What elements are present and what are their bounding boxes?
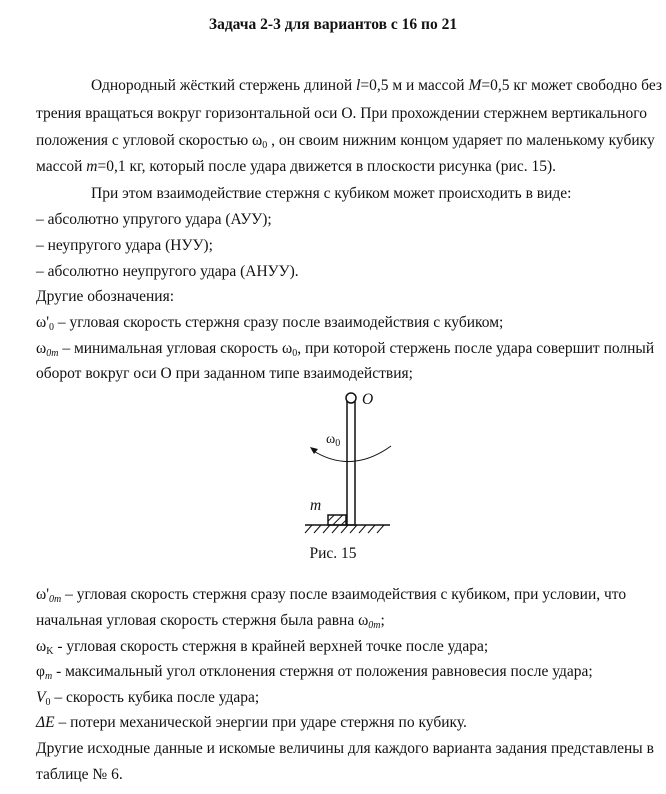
sym: φ (36, 663, 45, 680)
text: =0,5 м и массой (360, 77, 469, 94)
text: трения вращаться вокруг горизонтальной оси О. При прохождении стержнем вертикального (36, 105, 648, 122)
text: , он своим нижним концом ударяет по маленькому кубику (267, 132, 655, 149)
sub: m (44, 671, 53, 682)
text: - максимальный угол отклонения стержня от положения равновесия после удара; (52, 663, 593, 680)
label-O: O (362, 391, 374, 408)
task-title: Задача 2-3 для вариантов с 16 по 21 (208, 16, 458, 33)
sym: ω (36, 638, 47, 655)
text: ; (380, 612, 385, 629)
sym: ω' (36, 314, 49, 331)
sym: ω (36, 340, 47, 357)
text: положения с угловой скоростью ω (36, 132, 263, 149)
text: таблице № 6. (36, 766, 123, 783)
list-item: – абсолютно упругого удара (АУУ); (36, 211, 272, 228)
text: начальная угловая скорость стержня была равна ω (36, 612, 369, 629)
sub: 0 (292, 348, 298, 359)
label-omega: ω (326, 432, 336, 447)
other-notations-label: Другие обозначения: (36, 288, 175, 305)
var-M: M (468, 77, 482, 94)
list-item: – абсолютно неупругого удара (АНУУ). (36, 263, 299, 280)
cube (328, 515, 346, 525)
text: – скорость кубика после удара; (50, 689, 260, 706)
axis-pivot (346, 393, 356, 403)
list-item: – неупругого удара (НУУ); (36, 237, 213, 254)
sub: K (46, 646, 54, 657)
text: Другие исходные данные и искомые величины для каждого варианта задания представлены в (36, 740, 654, 757)
sym: V (36, 689, 46, 706)
text: =0,5 кг может свободно без (481, 77, 663, 94)
text: – угловая скорость стержня сразу после взаимодействия с кубиком; (54, 314, 504, 331)
figure-caption: Рис. 15 (309, 545, 357, 562)
text: – минимальная угловая скорость ω (58, 340, 293, 357)
sub: 0 (262, 140, 268, 151)
text: , при которой стержень после удара совершит полный (297, 340, 655, 357)
text: оборот вокруг оси О при заданном типе взаимодействия; (36, 365, 413, 382)
sym: ΔE (36, 714, 55, 731)
label-m: m (310, 497, 322, 514)
text: - угловая скорость стержня в крайней верхней точке после удара; (53, 638, 489, 655)
text: массой (36, 158, 87, 175)
sub: 0m (49, 594, 62, 605)
text: =0,1 кг, который после удара движется в плоскости рисунка (рис. 15). (97, 158, 556, 175)
text: – угловая скорость стержня сразу после взаимодействия с кубиком, при условии, что (61, 586, 627, 603)
text: Однородный жёсткий стержень длиной (91, 77, 357, 94)
var-l: l (356, 77, 361, 94)
sub: 0m (368, 620, 381, 631)
sub: 0 (45, 697, 51, 708)
interaction-intro: При этом взаимодействие стержня с кубиком может происходить в виде: (91, 185, 572, 202)
sub: 0 (49, 322, 54, 333)
text: – потери механической энергии при ударе стержня по кубику. (54, 714, 467, 731)
sub: 0 (335, 438, 341, 449)
sub: 0m (46, 348, 59, 359)
var-m: m (86, 158, 98, 175)
sym: ω' (36, 586, 49, 603)
